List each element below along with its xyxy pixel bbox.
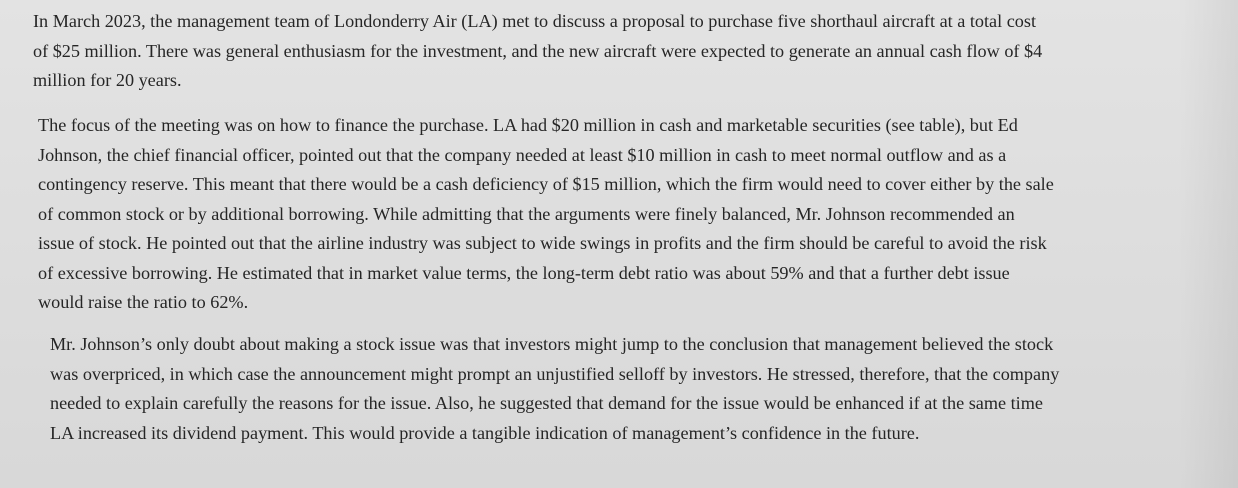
text-line: Johnson, the chief financial officer, pointed out that the company needed at least $10 million in cash to meet normal outflow and as a <box>38 144 1007 165</box>
text-line: The focus of the meeting was on how to finance the purchase. LA had $20 million in cash and marketable securities (see table), but Ed <box>38 115 1018 135</box>
text-line: needed to explain carefully the reasons for the issue. Also, he suggested that demand for the issue would be enhanced if at the same time <box>50 393 1043 413</box>
text-line: million for 20 years. <box>33 70 182 90</box>
text-line: was overpriced, in which case the announcement might prompt an unjustified selloff by investors. He stressed, therefore, that the company <box>50 363 1060 384</box>
text-line: issue of stock. He pointed out that the airline industry was subject to wide swings in profits and the firm should be careful to avoid the risk <box>38 233 1047 253</box>
text-line: Mr. Johnson’s only doubt about making a stock issue was that investors might jump to the conclusion that management believed the stock <box>50 334 1054 354</box>
text-line: would raise the ratio to 62%. <box>38 292 249 312</box>
text-line: In March 2023, the management team of Londonderry Air (LA) met to discuss a proposal to purchase five shorthaul aircraft at a total cost <box>33 11 1037 31</box>
text-line: of excessive borrowing. He estimated that in market value terms, the long-term debt ratio was about 59% and that a further debt issue <box>38 262 1010 283</box>
paragraph-2 <box>38 111 1054 318</box>
text-line: contingency reserve. This meant that there would be a cash deficiency of $15 million, which the firm would need to cover either by the sale <box>38 174 1054 194</box>
text-line: of $25 million. There was general enthusiasm for the investment, and the new aircraft were expected to generate an annual cash flow of $4 <box>33 40 1043 61</box>
paragraph-3 <box>50 330 1059 448</box>
text-line: LA increased its dividend payment. This would provide a tangible indication of management’s confidence in the future. <box>50 422 920 443</box>
page-shadow <box>1178 0 1238 488</box>
paragraph-1 <box>33 7 1042 96</box>
text-line: of common stock or by additional borrowing. While admitting that the arguments were finely balanced, Mr. Johnson recommended an <box>38 203 1015 224</box>
